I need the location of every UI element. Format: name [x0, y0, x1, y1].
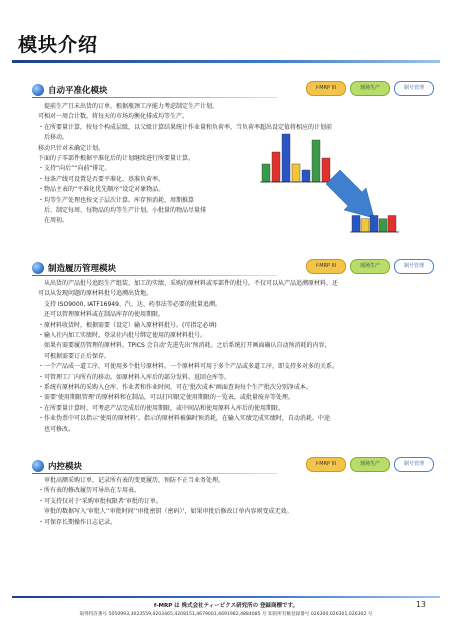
- arrow-icon: [326, 170, 374, 218]
- chart-bar: [352, 216, 360, 233]
- section-underline: [32, 275, 277, 276]
- text-line: 还可以管理原材料或在制品库存的使用期限。: [38, 311, 165, 319]
- text-line: ・可管理工厂内所有的移动。如原材料入库后的部分发料、返回仓库等。: [38, 373, 231, 381]
- tag-onsite: 现场生产: [350, 457, 390, 472]
- text-line: 可以从发现问题的原材料批号追溯出货地。: [38, 290, 153, 298]
- text-line: ・需要‘使用期限管理’的原材料和在制品，可以打印限定使用期限的一览表，或批量废弃等处理。: [38, 394, 294, 402]
- tag-fmrp: f-MRP III: [306, 81, 346, 96]
- chart-bar: [388, 216, 396, 233]
- page-number: 13: [415, 600, 426, 609]
- footer-patents: 取得特許番号 5050993,3023559,4203465,4208151,4679001,4691982,4884085 号 知的所有権登録番号 026300,026301,026302 号: [79, 612, 373, 617]
- text-line: 可相对一周合计数，将每天的市场均衡化排成均等生产。: [38, 113, 189, 121]
- text-line: ・每条产线可设置是否要平准化、基准负荷率。: [38, 175, 165, 183]
- chart-bar: [370, 216, 378, 233]
- text-line: ・所有表的修改履历可导出在专用表。: [38, 487, 141, 495]
- text-line: 提前生产且未出货的订单，根据瓶颈工序能力考虑制定生产计划，: [38, 103, 219, 110]
- tag-fmrp: f-MRP III: [306, 457, 346, 472]
- section-title: 制造履历管理模块: [48, 264, 117, 274]
- tag-onsite: 现场生产: [350, 81, 390, 96]
- footer-trademark: f-MRP は 株式会社ティーピクス研究所の 登録商標です。: [153, 603, 299, 609]
- text-line: ・输入社内加工实绩时，登录社内批号绑定使用的原材料批号。: [38, 332, 207, 340]
- section-underline: [32, 473, 277, 474]
- bullet-dot-icon: [32, 84, 44, 96]
- text-line: ・作业伪票中可以指示‘使用的原材料’。指示的原材料被偏时预消耗，在输入实绩完成实绩时，自动消耗。中途: [38, 415, 330, 423]
- section-title: 自动平准化模块: [48, 86, 108, 96]
- text-line: 下面的子零部件根据平准化后的计划继续进行所要量计算。: [38, 155, 195, 163]
- section-heading-internal-control: [32, 460, 292, 473]
- tag-onsite: 现场生产: [350, 259, 390, 274]
- text-line: ・原材料收货时，根据需要（设定）输入原材料批号。(可指定必填): [38, 321, 217, 329]
- section-heading-leveling: [32, 84, 292, 97]
- text-line: ・系统有原材料的采购入仓库、作业者和作业时间，可在‘批次成本’画面查询每个生产批次分别净成本。: [38, 384, 312, 392]
- chart-bar: [302, 170, 310, 182]
- bullet-dot-icon: [32, 460, 44, 472]
- text-line: 如果有需要履历管理的原材料，TPiCS 会自动‘先进先出’预消耗。之后系统打开画面确认自动预消耗的内容，: [38, 342, 331, 350]
- page-title: 模块介绍: [18, 34, 99, 56]
- text-line: ・可保存长期操作日志记录。: [38, 518, 117, 526]
- text-line: ・可支持仅对于‘采购审批权限者’审批的订单。: [38, 497, 162, 505]
- module-tags: [306, 259, 434, 274]
- leveling-bar-chart: [256, 126, 406, 236]
- text-line: ・物品主表的“平准化优先顺序”设定对象物品。: [38, 186, 165, 194]
- section-heading-traceability: [32, 262, 292, 275]
- chart-bar: [379, 219, 387, 232]
- text-line: ・在所要量计算，按每个构成层级，以父级计算结果统计作业量和负荷率，当负荷率超出设定值将相应的计划前: [38, 123, 333, 131]
- footer-divider: [12, 596, 440, 598]
- text-line: 支持 ISO9000, IATF16949、汽、达、药事法等必要的批量追溯。: [38, 300, 221, 308]
- module-tags: [306, 81, 434, 96]
- bullet-dot-icon: [32, 262, 44, 274]
- section-body-internal-control: [38, 476, 292, 528]
- text-line: ・一个产品成一道工序，可使用多个批号原材料。一个原材料可用于多个产品或多道工序，即支持多对多的关系。: [38, 363, 339, 371]
- text-line: 也可修改。: [38, 425, 75, 433]
- text-line: 审批的数据写入‘审批人’‘审批时间’‘审批密钥（密码）’，如果审批后修改订单内容则变成无效。: [38, 508, 293, 516]
- text-line: 在周初。: [38, 217, 69, 225]
- text-line: ・在所要量计算时，可考虑产品完成后的使用期限，或中间品和使用原料入库后的使用期限。: [38, 404, 285, 412]
- text-line: ・支持“向后”“向前”排定。: [38, 165, 111, 173]
- chart-bar: [282, 134, 290, 182]
- chart-bar: [262, 164, 270, 182]
- tag-order: 制号管理: [394, 259, 434, 274]
- tag-order: 制号管理: [394, 81, 434, 96]
- text-line: 移动只针对未确定计划。: [38, 144, 105, 152]
- module-tags: [306, 457, 434, 472]
- chart-bar: [322, 158, 330, 182]
- tag-order: 制号管理: [394, 457, 434, 472]
- chart-bar: [361, 219, 369, 232]
- chart-bar: [312, 140, 320, 182]
- section-title: 内控模块: [48, 462, 83, 472]
- text-line: 后、制定每周、每物品的均等生产计划。小批量的物品尽量排: [38, 207, 207, 215]
- section-underline: [32, 97, 277, 98]
- chart-bar: [272, 152, 280, 182]
- text-line: 可根据需要订正后保存。: [38, 352, 111, 360]
- chart-bar: [292, 164, 300, 182]
- text-line: 从出货的产品批号追踪生产组装、加工的实绩、采购的原材料或零部件的批号。不仅可以从产品追溯原材料，还: [38, 280, 339, 287]
- title-divider: [12, 60, 440, 63]
- text-line: ・均等生产处理也按文子层次计算。库存预消耗、周期推算: [38, 196, 195, 204]
- text-line: 审批高额采购订单，记录所有表的变更履历，预防不正当业务处理。: [38, 477, 225, 484]
- section-body-traceability: [38, 279, 338, 435]
- text-line: 后移动。: [38, 134, 69, 142]
- tag-fmrp: f-MRP III: [306, 259, 346, 274]
